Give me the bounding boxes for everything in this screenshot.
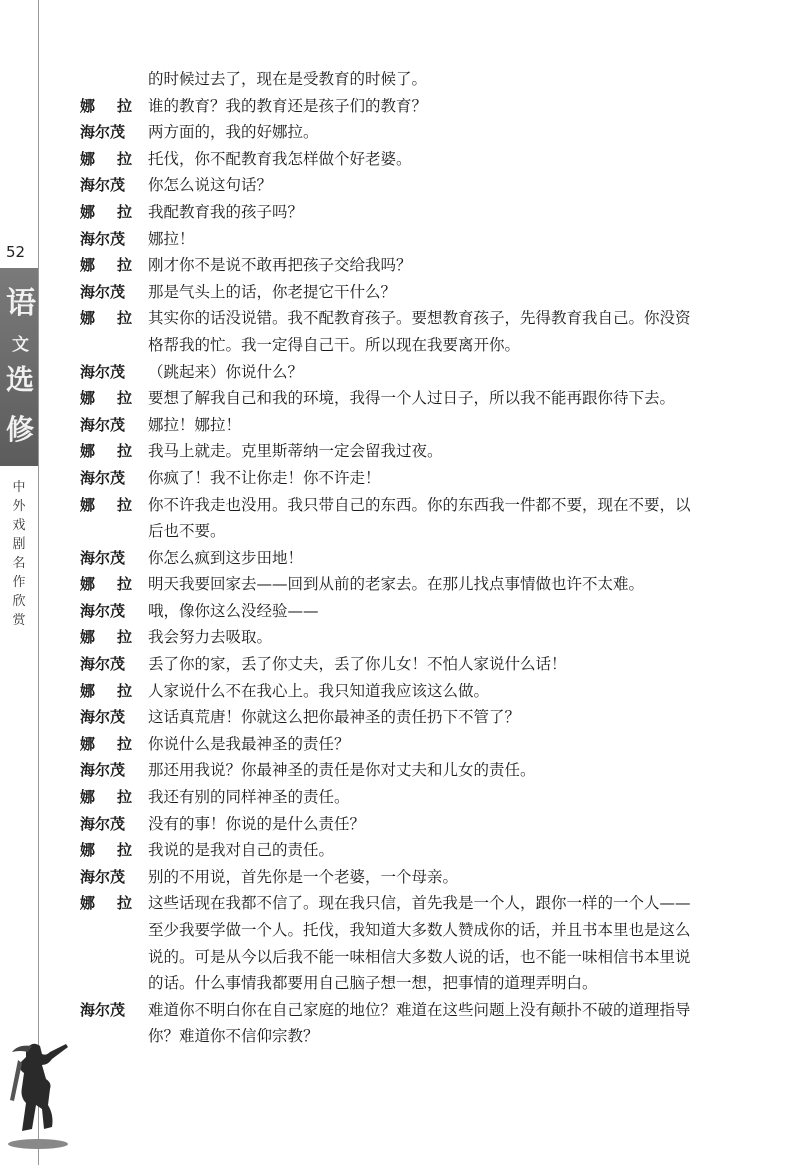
speaker-char: 娜 — [80, 681, 96, 700]
dialogue-text: 至少我要学做一个人。托伐，我知道大多数人赞成你的话，并且书本里也是这么 — [148, 921, 691, 939]
dialogue-line — [80, 997, 780, 1024]
speaker-name: 海尔茂 — [80, 761, 126, 780]
dialogue-text: 后也不要。 — [148, 522, 226, 541]
dialogue-line — [80, 518, 780, 545]
dialogue-line — [80, 704, 780, 731]
speaker-char: 娜 — [80, 841, 96, 860]
dialogue-text: 娜拉！娜拉！ — [148, 415, 242, 434]
speaker-char: 拉 — [116, 628, 132, 647]
dialogue-text: 我说的是我对自己的责任。 — [148, 841, 335, 860]
dialogue-text: 丢了你的家，丢了你丈夫，丢了你儿女！不怕人家说什么话！ — [148, 655, 567, 674]
speaker-name — [80, 146, 132, 173]
dialogue-line — [80, 332, 780, 359]
dialogue-text: 其实你的话没说错。我不配教育孩子。要想教育孩子，先得教育我自己。你没资 — [148, 309, 691, 328]
dialogue-line — [80, 438, 780, 465]
dialogue-text: 你说什么是我最神圣的责任？ — [148, 734, 350, 753]
margin-rule — [38, 0, 39, 1165]
speaker-char: 娜 — [80, 495, 96, 514]
speaker-name — [80, 837, 132, 864]
dialogue-line — [80, 66, 780, 93]
speaker-name — [80, 305, 132, 332]
dialogue-text: 明天我要回家去——回到从前的老家去。在那儿找点事情做也许不太难。 — [148, 575, 645, 594]
speaker-name: 海尔茂 — [80, 814, 126, 833]
dialogue-line — [80, 784, 780, 811]
dialogue-line — [80, 93, 780, 120]
dialogue-text: 那是气头上的话，你老提它干什么？ — [148, 282, 397, 301]
speaker-name — [80, 93, 132, 120]
speaker-name: 海尔茂 — [80, 708, 126, 727]
dialogue-text: 你疯了！我不让你走！你不许走！ — [148, 468, 381, 487]
speaker-name: 海尔茂 — [80, 362, 126, 381]
dialogue-line — [80, 571, 780, 598]
dialogue-line — [80, 811, 780, 838]
dialogue-line — [80, 359, 780, 386]
dialogue-line — [80, 199, 780, 226]
dialogue-text: 我会努力去吸取。 — [148, 628, 273, 647]
speaker-char: 娜 — [80, 202, 96, 221]
dialogue-text: 你不许我走也没用。我只带自己的东西。你的东西我一件都不要，现在不要，以 — [148, 495, 691, 514]
dialogue-line — [80, 970, 780, 997]
speaker-char: 娜 — [80, 96, 96, 115]
speaker-char: 娜 — [80, 734, 96, 753]
dialogue-text: 的话。什么事情我都要用自己脑子想一想，把事情的道理弄明白。 — [148, 974, 598, 993]
speaker-name — [80, 438, 132, 465]
dialogue-text: 谁的教育？我的教育还是孩子们的教育？ — [148, 96, 428, 115]
dialogue-text: 我还有别的同样神圣的责任。 — [148, 788, 350, 807]
page-number: 52 — [6, 243, 26, 261]
dialogue-text: 格帮我的忙。我一定得自己干。所以现在我要离开你。 — [148, 335, 521, 354]
speaker-char: 娜 — [80, 309, 96, 328]
dialogue-line — [80, 837, 780, 864]
speaker-name: 海尔茂 — [80, 1000, 126, 1019]
speaker-char: 拉 — [116, 734, 132, 753]
speaker-name — [80, 385, 132, 412]
dialogue-line — [80, 279, 780, 306]
dialogue-line — [80, 226, 780, 253]
speaker-name: 海尔茂 — [80, 282, 126, 301]
speaker-char: 娜 — [80, 788, 96, 807]
speaker-name — [80, 890, 132, 917]
speaker-name: 海尔茂 — [80, 867, 126, 886]
speaker-name: 海尔茂 — [80, 415, 126, 434]
speaker-name: 海尔茂 — [80, 468, 126, 487]
dialogue-line — [80, 757, 780, 784]
speaker-name — [80, 731, 132, 758]
dialogue-line — [80, 678, 780, 705]
dialogue-line — [80, 385, 780, 412]
dialogue-text: 托伐，你不配教育我怎样做个好老婆。 — [148, 149, 412, 168]
dialogue-text: 说的。可是从今以后我不能一味相信大多数人说的话，也不能一味相信书本里说 — [148, 947, 691, 966]
dialogue-body — [80, 66, 780, 1050]
series-char: 选 — [6, 363, 35, 396]
dialogue-text: 我配教育我的孩子吗？ — [148, 202, 304, 221]
speaker-name: 海尔茂 — [80, 548, 126, 567]
speaker-name: 海尔茂 — [80, 123, 126, 142]
series-char: 修 — [6, 413, 35, 446]
speaker-char: 娜 — [80, 628, 96, 647]
dialogue-line — [80, 172, 780, 199]
dialogue-text: 这些话现在我都不信了。现在我只信，首先我是一个人，跟你一样的一个人—— — [148, 894, 691, 913]
dialogue-line — [80, 1023, 780, 1050]
dialogue-line — [80, 119, 780, 146]
speaker-char: 娜 — [80, 256, 96, 275]
speaker-char: 娜 — [80, 442, 96, 461]
speaker-char: 拉 — [116, 575, 132, 594]
speaker-char: 拉 — [116, 495, 132, 514]
speaker-name: 海尔茂 — [80, 229, 126, 248]
dialogue-text: 这话真荒唐！你就这么把你最神圣的责任扔下不管了？ — [148, 708, 521, 727]
speaker-char: 娜 — [80, 575, 96, 594]
dialogue-text: 两方面的，我的好娜拉。 — [148, 123, 319, 142]
series-char: 文 — [12, 335, 29, 355]
speaker-char: 娜 — [80, 894, 96, 913]
dialogue-text: 那还用我说？你最神圣的责任是你对丈夫和儿女的责任。 — [148, 761, 536, 780]
dialogue-text: 人家说什么不在我心上。我只知道我应该这么做。 — [148, 681, 490, 700]
dialogue-text: 你怎么疯到这步田地！ — [148, 548, 304, 567]
speaker-char: 娜 — [80, 389, 96, 408]
dialogue-line — [80, 598, 780, 625]
speaker-char: 拉 — [116, 788, 132, 807]
dialogue-text: 难道你不明白你在自己家庭的地位？难道在这些问题上没有颠扑不破的道理指导 — [148, 1000, 691, 1019]
dialogue-line — [80, 944, 780, 971]
speaker-name — [80, 784, 132, 811]
dialogue-line — [80, 917, 780, 944]
speaker-char: 拉 — [116, 256, 132, 275]
dialogue-text: 你？难道你不信仰宗教？ — [148, 1027, 319, 1046]
dialogue-line — [80, 545, 780, 572]
series-tab — [0, 268, 38, 466]
dialogue-text: 没有的事！你说的是什么责任？ — [148, 814, 366, 833]
speaker-name: 海尔茂 — [80, 176, 126, 195]
book-title-vertical: 中外戏剧名作欣赏 — [12, 480, 26, 628]
dialogue-line — [80, 890, 780, 917]
speaker-name — [80, 624, 132, 651]
dialogue-text: 娜拉！ — [148, 229, 195, 248]
dialogue-line — [80, 651, 780, 678]
dialogue-text: 我马上就走。克里斯蒂纳一定会留我过夜。 — [148, 442, 443, 461]
dialogue-text: 哦，像你这么没经验—— — [148, 601, 319, 620]
dialogue-line — [80, 731, 780, 758]
dialogue-line — [80, 864, 780, 891]
dialogue-line — [80, 146, 780, 173]
speaker-name: 海尔茂 — [80, 601, 126, 620]
dialogue-line — [80, 412, 780, 439]
speaker-char: 拉 — [116, 202, 132, 221]
speaker-name — [80, 571, 132, 598]
speaker-char: 拉 — [116, 894, 132, 913]
speaker-char: 拉 — [116, 442, 132, 461]
speaker-char: 拉 — [116, 149, 132, 168]
knight-figure-icon — [4, 1032, 72, 1150]
dialogue-text: 刚才你不是说不敢再把孩子交给我吗？ — [148, 256, 412, 275]
speaker-char: 拉 — [116, 309, 132, 328]
dialogue-line — [80, 492, 780, 519]
speaker-char: 拉 — [116, 681, 132, 700]
speaker-name — [80, 199, 132, 226]
dialogue-text: 的时候过去了，现在是受教育的时候了。 — [148, 70, 428, 88]
speaker-name: 海尔茂 — [80, 655, 126, 674]
dialogue-text: 别的不用说，首先你是一个老婆，一个母亲。 — [148, 867, 459, 886]
dialogue-text: 你怎么说这句话？ — [148, 176, 273, 195]
speaker-char: 娜 — [80, 149, 96, 168]
speaker-name — [80, 252, 132, 279]
speaker-char: 拉 — [116, 841, 132, 860]
dialogue-line — [80, 465, 780, 492]
dialogue-text: （跳起来）你说什么？ — [148, 362, 304, 381]
series-char: 语 — [6, 286, 36, 321]
speaker-name — [80, 678, 132, 705]
speaker-char: 拉 — [116, 389, 132, 408]
speaker-name — [80, 492, 132, 519]
dialogue-line — [80, 305, 780, 332]
dialogue-line — [80, 252, 780, 279]
speaker-char: 拉 — [116, 96, 132, 115]
dialogue-line — [80, 624, 780, 651]
page-sidebar — [0, 0, 42, 1165]
dialogue-text: 要想了解我自己和我的环境，我得一个人过日子，所以我不能再跟你待下去。 — [148, 389, 676, 408]
